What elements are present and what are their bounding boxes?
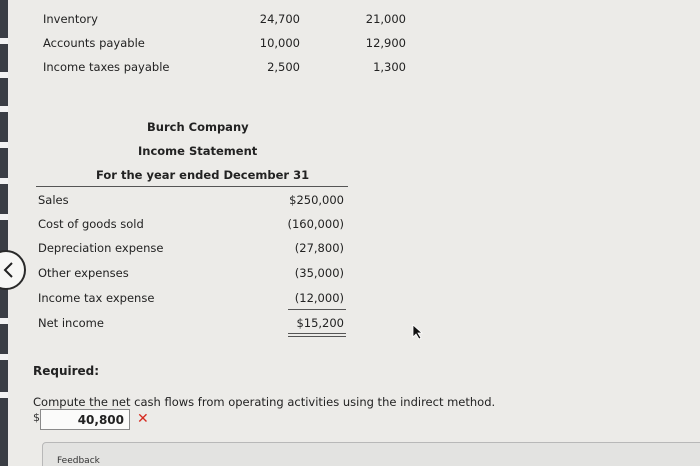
balance-row-prior: 12,900 bbox=[365, 36, 406, 50]
balance-row-current: 2,500 bbox=[267, 60, 300, 74]
strip-marker bbox=[0, 106, 8, 112]
balance-row-prior: 1,300 bbox=[373, 60, 406, 74]
required-instruction: Compute the net cash flows from operating activities using the indirect method. bbox=[33, 395, 496, 409]
strip-marker bbox=[0, 354, 8, 360]
incorrect-icon: ✕ bbox=[137, 411, 149, 427]
strip-marker bbox=[0, 72, 8, 78]
answer-input[interactable]: 40,800 bbox=[40, 409, 130, 430]
feedback-label: Feedback bbox=[57, 456, 100, 466]
company-name: Burch Company bbox=[147, 120, 249, 134]
income-row-value: (12,000) bbox=[294, 291, 344, 305]
income-row-label: Depreciation expense bbox=[38, 241, 164, 255]
net-income-value: $15,200 bbox=[296, 316, 344, 330]
balance-row-label: Income taxes payable bbox=[43, 60, 170, 74]
strip-marker bbox=[0, 392, 8, 398]
left-edge-strip bbox=[0, 0, 8, 466]
header-rule bbox=[36, 186, 348, 187]
strip-marker bbox=[0, 318, 8, 324]
statement-period: For the year ended December 31 bbox=[96, 168, 310, 182]
balance-row-current: 10,000 bbox=[259, 36, 300, 50]
mouse-pointer-icon bbox=[412, 324, 424, 340]
income-row-value: (35,000) bbox=[294, 266, 344, 280]
chevron-left-icon bbox=[2, 261, 14, 279]
required-heading: Required: bbox=[33, 364, 100, 378]
strip-marker bbox=[0, 142, 8, 148]
balance-row-label: Inventory bbox=[43, 12, 98, 26]
income-row-value: (160,000) bbox=[287, 217, 344, 231]
balance-row-label: Accounts payable bbox=[43, 36, 145, 50]
income-row-value: (27,800) bbox=[294, 241, 344, 255]
currency-symbol: $ bbox=[33, 411, 40, 424]
income-row-label: Income tax expense bbox=[38, 291, 155, 305]
total-rule-top bbox=[288, 333, 346, 334]
balance-row-current: 24,700 bbox=[259, 12, 300, 26]
subtotal-rule bbox=[288, 309, 346, 310]
income-row-label: Other expenses bbox=[38, 266, 129, 280]
feedback-panel[interactable] bbox=[42, 442, 700, 466]
strip-marker bbox=[0, 214, 8, 220]
balance-row-prior: 21,000 bbox=[365, 12, 406, 26]
strip-marker bbox=[0, 38, 8, 44]
income-row-value: $250,000 bbox=[289, 193, 344, 207]
strip-marker bbox=[0, 178, 8, 184]
income-row-label: Net income bbox=[38, 316, 104, 330]
income-row-label: Sales bbox=[38, 193, 69, 207]
back-button[interactable] bbox=[0, 250, 26, 290]
total-rule-bottom bbox=[288, 336, 346, 337]
statement-title: Income Statement bbox=[138, 144, 258, 158]
income-row-label: Cost of goods sold bbox=[38, 217, 144, 231]
